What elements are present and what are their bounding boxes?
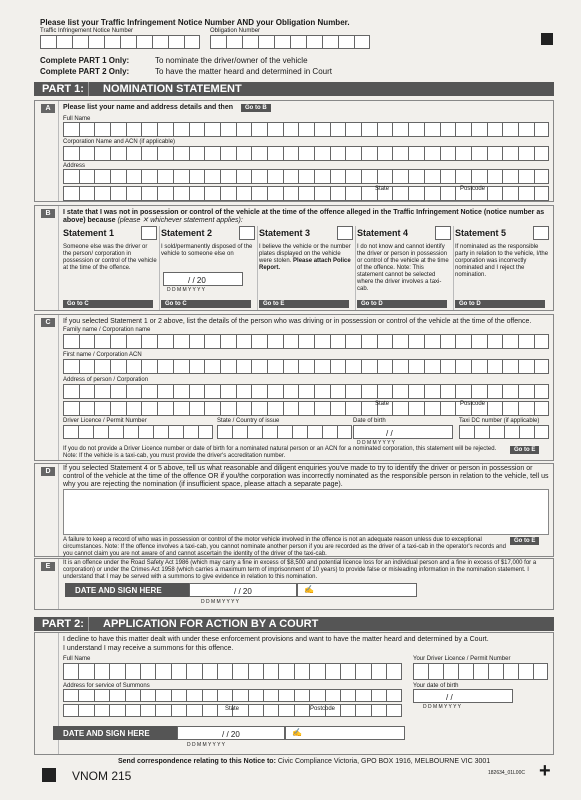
- registration-mark-bottom: [42, 768, 56, 782]
- form-number: VNOM 215: [72, 769, 132, 783]
- part2-header: [34, 617, 554, 631]
- full-name-input[interactable]: [63, 122, 549, 137]
- section-d-note: A failure to keep a record of who was in possession or control of the motor vehicle involved in the offence is not an adequate reason unless due to exceptional circumstances. Note: If the offence involves a taxi-cab, you cannot nominate another person if you are recorded as the driver of a taxi-cab in the operator's records and you cannot claim you are not aware of and cannot ascertain the identity of the driver of the taxi-cab.: [63, 537, 506, 557]
- family-name-input[interactable]: [63, 334, 549, 349]
- p2-licence-input[interactable]: [413, 663, 548, 680]
- section-c-letter: C: [41, 318, 55, 327]
- country-input[interactable]: [217, 425, 352, 439]
- p2-full-name-input[interactable]: [63, 663, 402, 680]
- postcode-label: Postcode: [460, 186, 486, 192]
- pen-icon: ✍: [292, 728, 302, 737]
- p2-address-input[interactable]: [63, 689, 402, 702]
- go-to-e-button-d[interactable]: Go to E: [510, 537, 539, 545]
- dob-format: D D M M Y Y Y Y: [357, 440, 395, 446]
- obligation-label: Obligation Number: [210, 28, 261, 34]
- p2-full-name-label: Full Name: [63, 656, 91, 662]
- person-address-label: Address of person / Corporation: [63, 377, 149, 383]
- section-e: [34, 558, 554, 610]
- statement-checkbox[interactable]: [435, 226, 451, 240]
- first-name-input[interactable]: [63, 359, 549, 374]
- signature-field-e[interactable]: [297, 583, 417, 597]
- country-label: State / Country of issue: [217, 418, 280, 424]
- statement-title: Statement 2: [161, 228, 213, 238]
- statement-title: Statement 1: [63, 228, 115, 238]
- p2-dob-input[interactable]: / /: [413, 689, 513, 703]
- go-to-b-button[interactable]: Go to B: [241, 104, 271, 112]
- p2-dob-format: D D M M Y Y Y Y: [423, 704, 461, 710]
- statement-title: Statement 4: [357, 228, 409, 238]
- part2-text: To have the matter heard and determined in Court: [155, 67, 332, 76]
- c-postcode-label: Postcode: [460, 401, 486, 407]
- dob-input[interactable]: / /: [353, 425, 453, 439]
- tin-label: Traffic Infringement Notice Number: [40, 28, 134, 34]
- p2-address-label: Address for service of Summons: [63, 683, 150, 689]
- date-sign-label-e: DATE AND SIGN HERE: [65, 583, 200, 597]
- licence-input[interactable]: [63, 425, 213, 439]
- part1-text: To nominate the driver/owner of the vehicle: [155, 56, 308, 65]
- p2-postcode-label: Postcode: [310, 706, 336, 712]
- statement-text: Someone else was the driver or the person/ corporation in possession or control of the vehicle at the time of the offence.: [63, 244, 157, 271]
- dob-label: Date of birth: [353, 418, 386, 424]
- address-label: Address: [63, 163, 86, 169]
- statement-checkbox[interactable]: [141, 226, 157, 240]
- statement-goto-button[interactable]: Go to E: [259, 300, 349, 308]
- statement-goto-button[interactable]: Go to D: [455, 300, 545, 308]
- section-c: [34, 314, 554, 461]
- part2-label: Complete PART 2 Only:: [40, 67, 130, 76]
- c-state-label: State: [375, 401, 390, 407]
- section-d: [34, 463, 554, 557]
- registration-mark: [541, 33, 553, 45]
- date-format-p2: D D M M Y Y Y Y: [187, 742, 225, 748]
- p2-state-label: State: [225, 706, 240, 712]
- statement-checkbox[interactable]: [239, 226, 255, 240]
- statement-3: [259, 226, 355, 310]
- statement-2: [161, 226, 257, 310]
- statement-goto-button[interactable]: Go to D: [357, 300, 447, 308]
- go-to-e-button-c[interactable]: Go to E: [510, 446, 539, 454]
- pen-icon: ✍: [304, 585, 314, 594]
- part2-declaration: I decline to have this matter dealt with under these enforcement provisions and want to have the matter heard and determined by a Court.: [63, 636, 489, 643]
- address-input[interactable]: [63, 169, 549, 184]
- first-name-label: First name / Corporation ACN: [63, 352, 142, 358]
- sold-date-format: D D M M Y Y Y Y: [167, 287, 205, 293]
- statement-title: Statement 3: [259, 228, 311, 238]
- date-sign-label-p2: DATE AND SIGN HERE: [53, 726, 188, 740]
- taxi-input[interactable]: [459, 425, 549, 439]
- tin-input[interactable]: [40, 35, 200, 49]
- statement-text: I sold/permanently disposed of the vehicle to someone else on: [161, 244, 253, 257]
- section-b-instruction: I state that I was not in possession or control of the vehicle at the time of the offence alleged in the Traffic Infringement Notice (notice number as above) because (please ✕ whichever statement applies):: [63, 209, 545, 224]
- statement-goto-button[interactable]: Go to C: [161, 300, 251, 308]
- section-b: [34, 205, 554, 311]
- corporation-input[interactable]: [63, 146, 549, 161]
- signature-field-p2[interactable]: [285, 726, 405, 740]
- statement-1: [63, 226, 159, 310]
- taxi-label: Taxi DC number (if applicable): [459, 418, 540, 424]
- statement-checkbox[interactable]: [533, 226, 549, 240]
- section-a-instruction: Please list your name and address details and then: [63, 104, 234, 111]
- section-d-instruction: If you selected Statement 4 or 5 above, tell us what reasonable and diligent enquiries you've made to try to identify the driver or person in possession or control of the vehicle at the time of the offence OR if you/the corporation was incorrectly nominated as the responsible person in relation to the vehicle, tell us why you are rejecting the nomination (if insufficient space, please attach a separate page).: [63, 465, 549, 488]
- date-input-e[interactable]: / / 20: [189, 583, 297, 597]
- part2-title: APPLICATION FOR ACTION BY A COURT: [103, 618, 319, 630]
- section-b-letter: B: [41, 209, 55, 218]
- statements-row: [63, 226, 553, 310]
- statement-text: I do not know and cannot identify the driver or person in possession or control of the vehicle at the time of the offence. Note: This statement cannot be selected where the driver involves a taxi-cab.: [357, 244, 449, 292]
- p2-dob-label: Your date of birth: [413, 683, 459, 689]
- part1-label: Complete PART 1 Only:: [40, 56, 130, 65]
- footer-send: Send correspondence relating to this Notice to: Civic Compliance Victoria, GPO BOX 1916, MELBOURNE VIC 3001: [118, 758, 491, 765]
- corporation-label: Corporation Name and ACN (if applicable): [63, 139, 176, 145]
- part2-summons-note: I understand I may receive a summons for this offence.: [63, 645, 234, 652]
- date-input-p2[interactable]: / / 20: [177, 726, 285, 740]
- statement-title: Statement 5: [455, 228, 507, 238]
- state-label: State: [375, 186, 390, 192]
- section-a-letter: A: [41, 104, 55, 113]
- statement-goto-button[interactable]: Go to C: [63, 300, 153, 308]
- section-c-note: If you do not provide a Driver Licence number or date of birth for a nominated natural person or an ACN for a nominated corporation, this statement will be rejected. Note: If the vehicle is a taxi-cab, you must provide the driver's accreditation number.: [63, 446, 497, 459]
- section-a: [34, 100, 554, 202]
- family-name-label: Family name / Corporation name: [63, 327, 151, 333]
- obligation-input[interactable]: [210, 35, 370, 49]
- part1-header: [34, 82, 554, 96]
- part1-title: NOMINATION STATEMENT: [103, 83, 242, 95]
- p2-licence-label: Your Driver Licence / Permit Number: [413, 656, 511, 662]
- form-code: 182634_01L00C: [488, 770, 525, 776]
- statement-4: [357, 226, 453, 310]
- section-e-text: It is an offence under the Road Safety Act 1986 (which may carry a fine in excess of $8,500 and potential licence loss for an individual person and a fine in excess of $17,000 for a corporation) or under the Crimes Act 1958 (which carries a maximum term of imprisonment of 10 years) to provide false or misleading information in the nomination statement. I understand that I may be served with a summons to give evidence in relation to this nomination.: [63, 560, 537, 580]
- section-d-letter: D: [41, 467, 55, 476]
- enquiries-textarea[interactable]: [63, 489, 549, 535]
- plus-icon: +: [539, 760, 551, 782]
- statement-text: If nominated as the responsible party in relation to the vehicle, I/the corporation was incorrectly nominated and I reject the nomination.: [455, 244, 549, 278]
- part2-number: PART 2:: [34, 617, 89, 631]
- section-e-letter: E: [41, 562, 55, 571]
- licence-label: Driver Licence / Permit Number: [63, 418, 147, 424]
- full-name-label: Full Name: [63, 116, 91, 122]
- statement-text: I believe the vehicle or the number plates displayed on the vehicle were stolen. Please attach Police Report.: [259, 244, 351, 271]
- person-address-input[interactable]: [63, 384, 549, 399]
- statement-5: [455, 226, 551, 310]
- header-instruction: Please list your Traffic Infringement Notice Number AND your Obligation Number.: [40, 18, 350, 27]
- part1-number: PART 1:: [34, 82, 89, 96]
- statement-checkbox[interactable]: [337, 226, 353, 240]
- part2-section: [34, 632, 554, 755]
- sold-date-input[interactable]: / / 20: [163, 272, 243, 286]
- date-format-e: D D M M Y Y Y Y: [201, 599, 239, 605]
- section-c-instruction: If you selected Statement 1 or 2 above, list the details of the person who was driving or in possession or control of the vehicle at the time of the offence.: [63, 318, 532, 325]
